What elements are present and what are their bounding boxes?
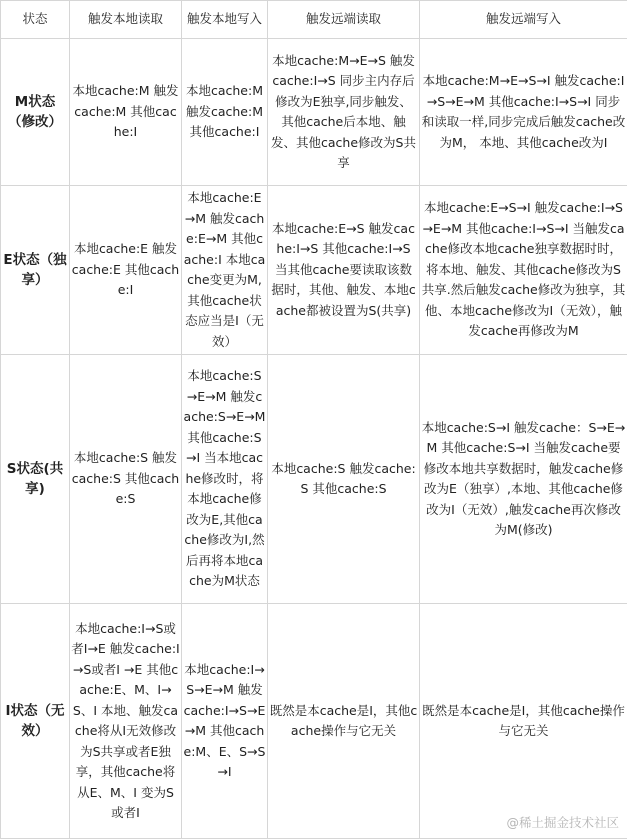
header-local-write: 触发本地写入 — [182, 1, 268, 39]
table-cell: 本地cache:E→S 触发cache:I→S 其他cache:I→S 当其他cache要读取该数据时，其他、触发、本地cache都被设置为S(共享) — [268, 186, 420, 355]
table-header-row — [1, 1, 627, 39]
table-cell: 本地cache:I→S→E→M 触发cache:I→S→E→M 其他cache:M、E、S→S→I — [182, 604, 268, 839]
row-state-label: M状态（修改） — [1, 39, 70, 186]
table-cell: 本地cache:I→S或者I→E 触发cache:I→S或者I →E 其他cache:E、M、I→S、I 本地、触发cache将从I无效修改为S共享或者E独享，其他cache将从E、M、I 变为S或者I — [70, 604, 182, 839]
table-row — [1, 186, 627, 355]
table-cell: 本地cache:S→I 触发cache：S→E→M 其他cache:S→I 当触发cache要修改本地共享数据时，触发cache修改为E（独享）,本地、其他cache修改为I（无效）,触发cache再次修改为M(修改) — [420, 355, 627, 604]
header-remote-read: 触发远端读取 — [268, 1, 420, 39]
table-cell: 本地cache:M 触发cache:M 其他cache:I — [182, 39, 268, 186]
table-cell: 本地cache:S→E→M 触发cache:S→E→M 其他cache:S→I 当本地cache修改时，将本地cache修改为E,其他cache修改为I,然后再将本地cache为M状态 — [182, 355, 268, 604]
row-state-label: I状态（无效） — [1, 604, 70, 839]
table-cell: 本地cache:S 触发cache:S 其他cache:S — [70, 355, 182, 604]
table-row — [1, 355, 627, 604]
table-cell: 本地cache:M→E→S 触发cache:I→S 同步主内存后修改为E独享,同步触发、其他cache后本地、触发、其他cache修改为S共享 — [268, 39, 420, 186]
header-local-read: 触发本地读取 — [70, 1, 182, 39]
table-cell: 本地cache:E→M 触发cache:E→M 其他cache:I 本地cache变更为M,其他cache状态应当是I（无效） — [182, 186, 268, 355]
table-cell: 本地cache:S 触发cache:S 其他cache:S — [268, 355, 420, 604]
table-cell: 本地cache:E 触发cache:E 其他cache:I — [70, 186, 182, 355]
table-row — [1, 604, 627, 839]
table-row — [1, 39, 627, 186]
table-cell: 本地cache:E→S→I 触发cache:I→S→E→M 其他cache:I→S→I 当触发cache修改本地cache独享数据时时，将本地、触发、其他cache修改为S共享.然后触发cache修改为独享，其他、本地cache修改为I（无效），触发cache再修改为M — [420, 186, 627, 355]
row-state-label: S状态(共享) — [1, 355, 70, 604]
table-cell: 既然是本cache是I，其他cache操作与它无关 — [420, 604, 627, 839]
table-cell: 既然是本cache是I，其他cache操作与它无关 — [268, 604, 420, 839]
table-cell: 本地cache:M 触发cache:M 其他cache:I — [70, 39, 182, 186]
watermark: @稀土掘金技术社区 — [506, 813, 619, 831]
header-state: 状态 — [1, 1, 70, 39]
table-cell: 本地cache:M→E→S→I 触发cache:I→S→E→M 其他cache:I→S→I 同步和读取一样,同步完成后触发cache改为M， 本地、其他cache改为I — [420, 39, 627, 186]
header-remote-write: 触发远端写入 — [420, 1, 627, 39]
row-state-label: E状态（独享） — [1, 186, 70, 355]
